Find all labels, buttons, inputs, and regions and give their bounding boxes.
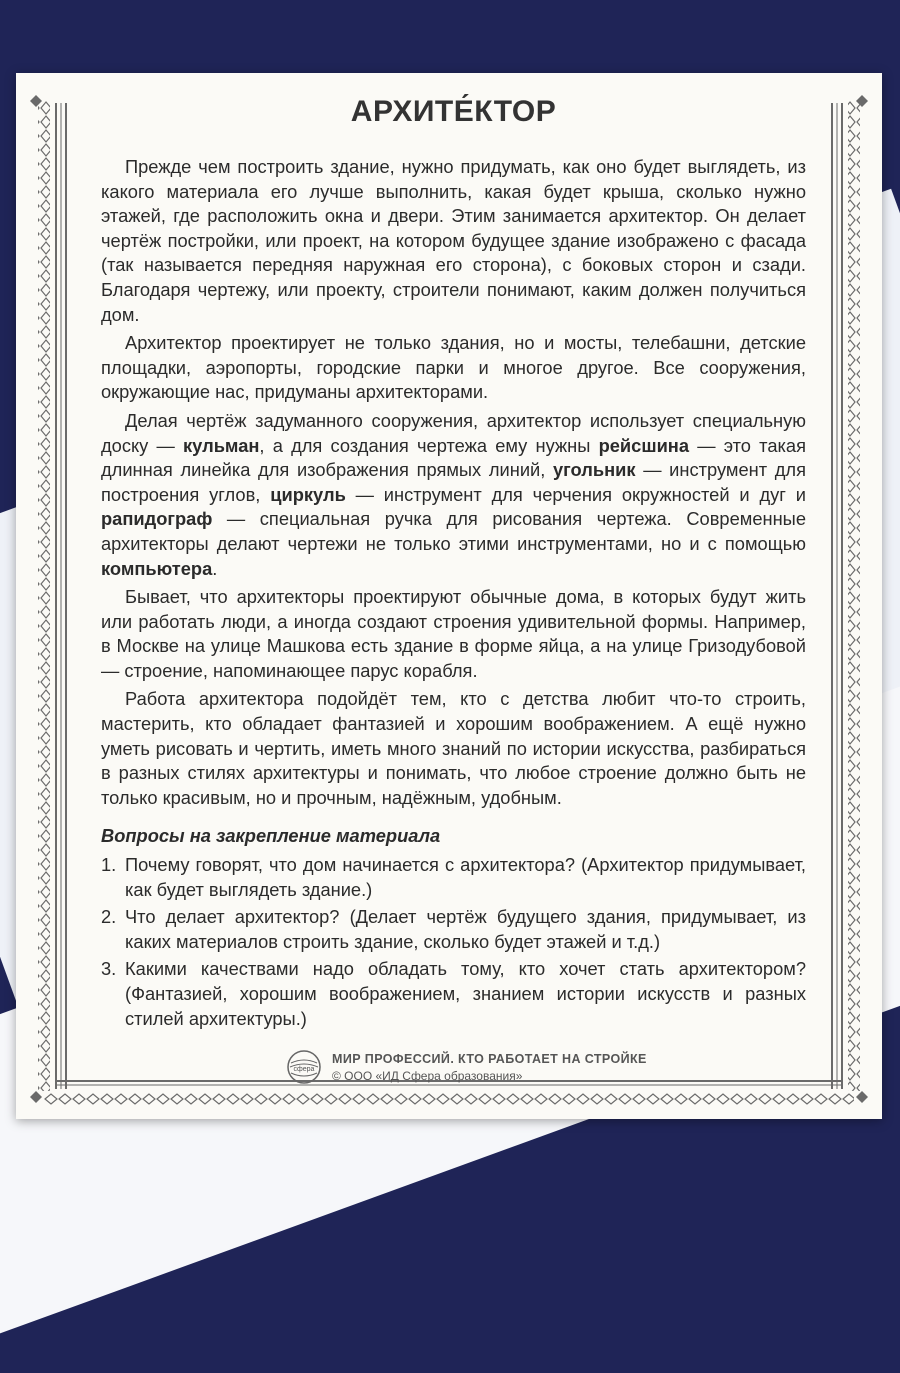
paragraph [101,687,806,810]
paragraph [101,155,806,327]
questions-title: Вопросы на закрепление материала [101,825,441,847]
svg-text:сфера: сфера [293,1066,315,1073]
term-bold: кульман [183,434,260,456]
paragraph [101,409,806,581]
copyright: © ООО «ИД Сфера образования» [332,1069,523,1083]
text-run: . [212,557,218,579]
text-run: Работа архитектора подойдёт тем, кто с детства любит что-то строить, мастерить, кто обладает фантазией и хорошим воображением. А ещё нужно уметь рисовать и чертить, иметь много знаний по истории искусства, разбираться в разных стилях архитектуры и понимать, что любое строение должно быть не только красивым, но и прочным, надёжным, удобным. [101,688,806,808]
page-title: АРХИТЕ́КТОР [350,95,557,128]
bottom-chain-ornament [44,1093,854,1105]
paragraph [101,331,806,405]
footer-text [332,1050,647,1084]
text-run: — специальная ручка для рисования чертежа. Современные архитекторы делают чертежи не только этими инструментами, но и с помощью [101,508,806,554]
article [101,95,806,1034]
text-run: Архитектор проектирует не только здания, но и мосты, телебашни, детские площадки, аэропорты, городские парки и многое другое. Все сооружения, окружающие нас, придуманы архитекторами. [101,332,806,403]
text-run: — это такая длинная линейка для изображения прямых линий, [101,434,806,481]
text-run: Бывает, что архитекторы проектируют обычные дома, в которых будут жить или работать люди, а иногда создают строения удивительной формы. Например, в Москве на улице Машкова есть здание в форме яйца, а на улице Гризодубовой — строение, напоминающее парус корабля. [101,586,806,681]
right-chain-ornament [848,101,860,1091]
left-chain-ornament [38,101,50,1091]
questions-list [101,853,806,1031]
question-item [101,853,806,902]
text-run: Прежде чем построить здание, нужно придумать, как оно будет выглядеть, из какого материала его лучше выполнить, какая будет крыша, сколько нужно этажей, где расположить окна и двери. Этим занимается архитектор. Он делает чертёж постройки, или проект, на котором будущее здание изображено с фасада (так называется передняя наружная его сторона), с боковых сторон и сзади. Благодаря чертежу, или проекту, строители понимают, каким должен получиться дом. [101,156,806,325]
series-title: МИР ПРОФЕССИЙ. КТО РАБОТАЕТ НА СТРОЙКЕ [332,1052,647,1066]
question-item [101,905,806,954]
footer [286,1045,686,1089]
question-text: Что делает архитектор? (Делает чертёж будущего здания, придумывает, из каких материалов строить здание, сколько будет этажей и т.д.) [125,906,806,952]
term-bold: циркуль [270,483,346,505]
paragraph [101,585,806,683]
text-run: — инструмент для черчения окружностей и дуг и [345,483,806,505]
text-run: Делая чертёж задуманного сооружения, архитектор использует специальную доску — [101,409,806,456]
term-bold: рапидограф [101,508,213,530]
question-number: 3. [101,958,117,980]
question-number: 2. [101,906,117,928]
question-text: Почему говорят, что дом начинается с архитектора? (Архитектор придумывает, как будет выглядеть здание.) [125,854,806,900]
question-number: 1. [101,854,117,876]
term-bold: рейсшина [598,434,690,456]
question-item [101,957,806,1031]
text-run: , а для создания чертежа ему нужны [259,434,599,456]
term-bold: компьютера [101,557,213,579]
term-bold: угольник [553,459,636,481]
question-text: Какими качествами надо обладать тому, кто хочет стать архитектором? (Фантазией, хорошим воображением, знанием истории искусств и разных стилей архитектуры.) [125,958,806,1029]
sfera-logo-icon [286,1049,322,1085]
article-body [101,155,806,810]
page-card [16,73,882,1119]
text-run: — инструмент для построения углов, [101,459,806,505]
